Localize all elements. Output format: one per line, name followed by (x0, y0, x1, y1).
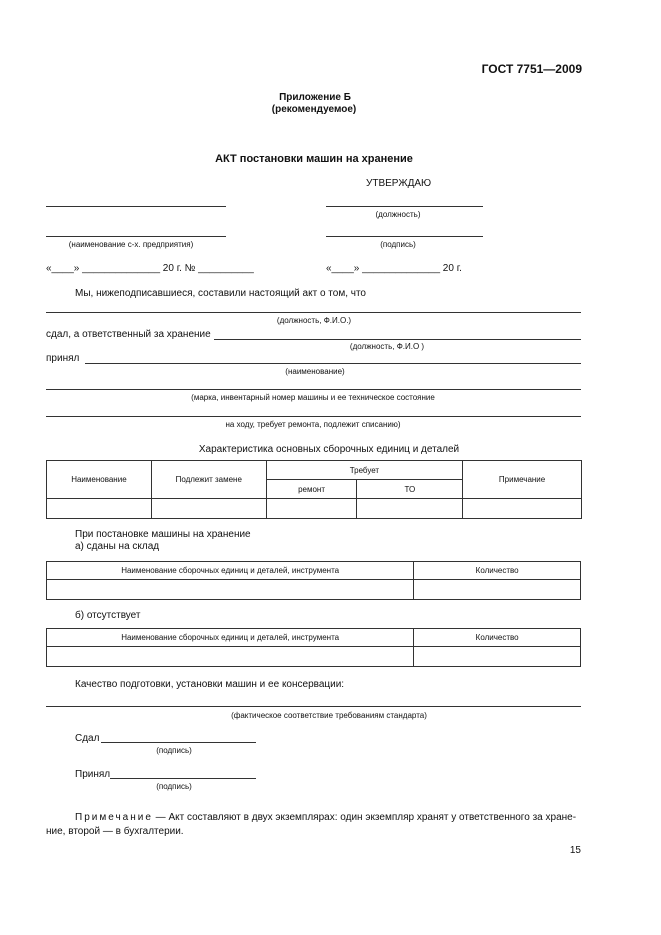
storage-text: При постановке машины на хранение (75, 529, 251, 540)
header-parts: Наименование сборочных единиц и деталей, инструмента (47, 629, 414, 647)
a-item: а) сданы на склад (75, 541, 160, 552)
signature-caption-top: (подпись) (380, 240, 416, 249)
position-name-caption: (должность, Ф.И.О.) (276, 316, 352, 325)
appendix-subtitle: (рекомендуемое) (271, 104, 357, 115)
table-cell[interactable] (151, 499, 266, 519)
table-cell[interactable] (266, 499, 357, 519)
quality-text: Качество подготовки, установки машин и ее консервации: (75, 679, 345, 690)
brand-caption: (марка, инвентарный номер машины и ее техническое состояние (191, 393, 435, 402)
date-right[interactable]: «____» ______________ 20 г. (326, 263, 462, 274)
brand-caption-2: на ходу, требует ремонта, подлежит списанию) (225, 420, 401, 429)
header-quantity: Количество (414, 562, 581, 580)
signature-line-top[interactable] (326, 236, 483, 237)
act-title: АКТ постановки машин на хранение (215, 153, 413, 165)
header-requires: Требует (266, 461, 463, 480)
header-replace: Подлежит замене (151, 461, 266, 499)
header-name: Наименование (47, 461, 152, 499)
sdal-label: Сдал (75, 733, 100, 744)
enterprise-line-2[interactable] (46, 236, 226, 237)
position-name-caption-2: (должность, Ф.И.О ) (349, 342, 425, 351)
enterprise-line-1[interactable] (46, 206, 226, 207)
prinyal-signature-line[interactable] (110, 778, 256, 779)
prinyal-signature-caption: (подпись) (156, 782, 192, 791)
brand-line-2[interactable] (46, 416, 581, 417)
intro-text: Мы, нижеподписавшиеся, составили настоящий акт о том, что (75, 288, 366, 299)
parts-table (46, 460, 582, 519)
table-cell[interactable] (47, 580, 414, 600)
header-quantity: Количество (414, 629, 581, 647)
table-cell[interactable] (357, 499, 463, 519)
enterprise-caption: (наименование с-х. предприятия) (68, 240, 194, 249)
appendix-title: Приложение Б (279, 92, 351, 103)
header-repair: ремонт (266, 480, 357, 499)
note-text-1: — Акт составляют в двух экземплярах: один экземпляр хранят у ответственного за хране- (152, 812, 577, 823)
date-number-left[interactable]: «____» ______________ 20 г. № __________ (46, 263, 254, 274)
fact-caption: (фактическое соответствие требованиям стандарта) (231, 711, 427, 720)
b-item: б) отсутствует (75, 610, 141, 621)
header-parts: Наименование сборочных единиц и деталей, инструмента (47, 562, 414, 580)
warehouse-table (46, 561, 581, 600)
table-cell[interactable] (414, 580, 581, 600)
handed-label: сдал, а ответственный за хранение (46, 329, 211, 340)
section-title: Характеристика основных сборочных единиц и деталей (198, 444, 460, 455)
fact-line[interactable] (46, 706, 581, 707)
table-cell[interactable] (47, 499, 152, 519)
approve-label: УТВЕРЖДАЮ (366, 178, 432, 189)
position-line[interactable] (326, 206, 483, 207)
accepted-line[interactable] (85, 363, 581, 364)
note-line-2: ние, второй — в бухгалтерии. (46, 826, 184, 837)
table-cell[interactable] (47, 647, 414, 667)
position-name-line[interactable] (46, 312, 581, 313)
brand-line[interactable] (46, 389, 581, 390)
position-caption: (должность) (375, 210, 421, 219)
sdal-signature-caption: (подпись) (156, 746, 192, 755)
table-cell[interactable] (414, 647, 581, 667)
standard-number: ГОСТ 7751—2009 (481, 62, 582, 76)
accepted-label: принял (46, 353, 80, 364)
note-label: Примечание (75, 812, 153, 823)
header-note: Примечание (463, 461, 582, 499)
header-to: ТО (357, 480, 463, 499)
naming-caption: (наименование) (285, 367, 345, 376)
prinyal-label: Принял (75, 769, 111, 780)
table-cell[interactable] (463, 499, 582, 519)
handed-line[interactable] (214, 339, 581, 340)
page-number: 15 (569, 845, 581, 856)
missing-table (46, 628, 581, 667)
note-line-1 (75, 812, 576, 823)
sdal-signature-line[interactable] (101, 742, 256, 743)
